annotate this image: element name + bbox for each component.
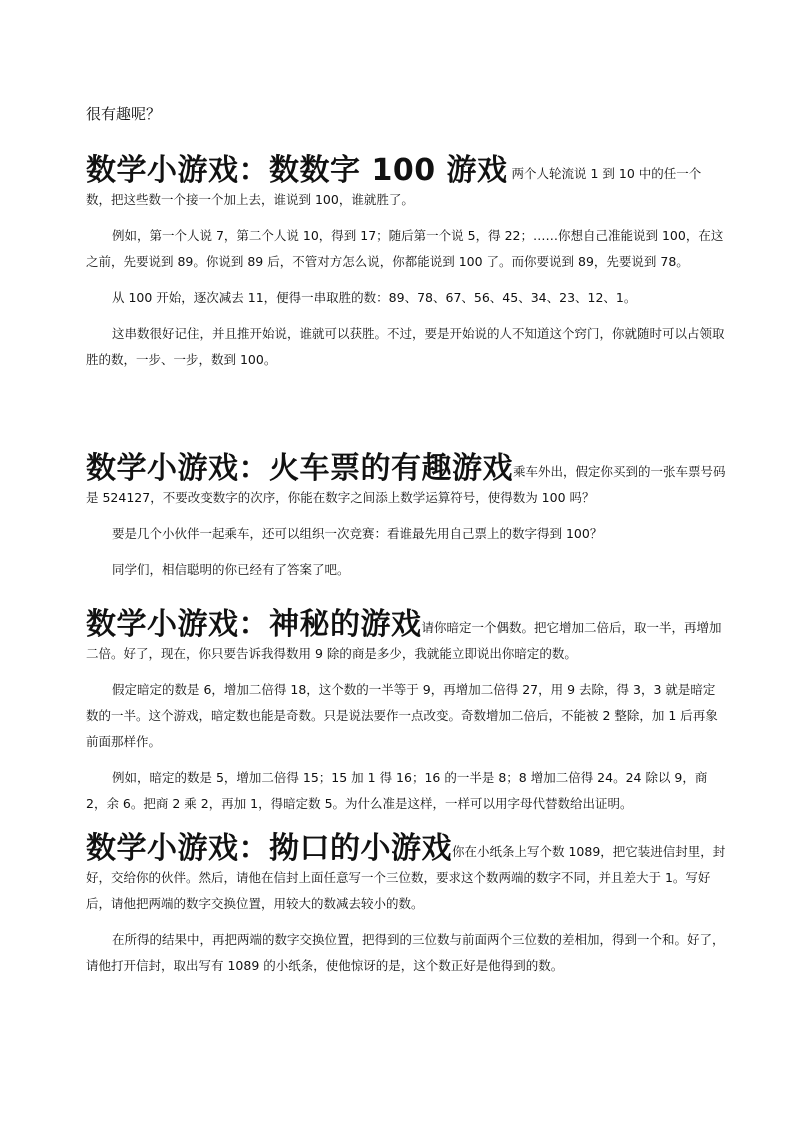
body-paragraph: 同学们，相信聪明的你已经有了答案了吧。 [112, 562, 350, 577]
section-lead-text: 你在小纸条上写个数 1089，把它装进信封里，封好，交给你的伙伴。然后，请他在信封上面任意写一个三位数，要求这个数两端的数字不同，并且差大于 1。写好后，请他把两端的数字交换位置，用较大的数减去较小的数。 [86, 844, 726, 911]
section-lead-text: 两个人轮流说 1 到 10 中的任一个数，把这些数一个接一个加上去，谁说到 100，谁就胜了。 [86, 166, 702, 207]
body-paragraph: 从 100 开始，逐次减去 11，便得一串取胜的数：89、78、67、56、45、34、23、12、1。 [112, 290, 637, 305]
section-lead-text: 乘车外出，假定你买到的一张车票号码是 524127，不要改变数字的次序，你能在数字之间添上数学运算符号，使得数为 100 吗？ [86, 464, 726, 505]
body-paragraph: 假定暗定的数是 6，增加二倍得 18，这个数的一半等于 9，再增加二倍得 27，用 9 去除，得 3，3 就是暗定数的一半。这个游戏，暗定数也能是奇数。只是说法要作一点改变。奇数增加二倍后，不能被 2 整除，加 1 后再象前面那样作。 [86, 682, 718, 749]
section-lead-paragraph [86, 607, 726, 667]
section-tongue-twister-game [86, 831, 726, 979]
section-heading: 数学小游戏：拗口的小游戏 [86, 831, 452, 866]
section-mystery-game [86, 607, 726, 817]
section-lead-paragraph [86, 831, 726, 917]
body-paragraph: 要是几个小伙伴一起乘车，还可以组织一次竞赛：看谁最先用自己票上的数字得到 100？ [112, 526, 603, 541]
body-paragraph: 这串数很好记住，并且推开始说，谁就可以获胜。不过，要是开始说的人不知道这个窍门，你就随时可以占领取胜的数，一步、一步，数到 100。 [86, 326, 725, 367]
section-lead-paragraph [86, 153, 726, 213]
section-heading: 数学小游戏：火车票的有趣游戏 [86, 451, 513, 486]
section-heading: 数学小游戏：神秘的游戏 [86, 607, 422, 642]
body-paragraph: 例如，暗定的数是 5，增加二倍得 15；15 加 1 得 16；16 的一半是 8；8 增加二倍得 24。24 除以 9，商 2，余 6。把商 2 乘 2，再加 1，得暗定数 5。为什么准是这样，一样可以用字母代替数给出证明。 [86, 770, 708, 811]
intro-text: 很有趣呢？ [86, 105, 162, 123]
section-lead-paragraph [86, 451, 726, 511]
section-train-ticket [86, 451, 726, 583]
body-paragraph: 例如，第一个人说 7，第二个人说 10，得到 17；随后第一个说 5，得 22；……你想自己准能说到 100，在这之前，先要说到 89。你说到 89 后，不管对方怎么说，你都能说到 100 了。而你要说到 89，先要说到 78。 [86, 228, 724, 269]
section-heading: 数学小游戏：数数字 100 游戏 [86, 153, 508, 188]
section-lead-text: 请你暗定一个偶数。把它增加二倍后，取一半，再增加二倍。好了，现在，你只要告诉我得数用 9 除的商是多少，我就能立即说出你暗定的数。 [86, 620, 722, 661]
section-count-to-100 [86, 153, 726, 373]
body-paragraph: 在所得的结果中，再把两端的数字交换位置，把得到的三位数与前面两个三位数的差相加，得到一个和。好了，请他打开信封，取出写有 1089 的小纸条，使他惊讶的是，这个数正好是他得到的数。 [86, 932, 725, 973]
